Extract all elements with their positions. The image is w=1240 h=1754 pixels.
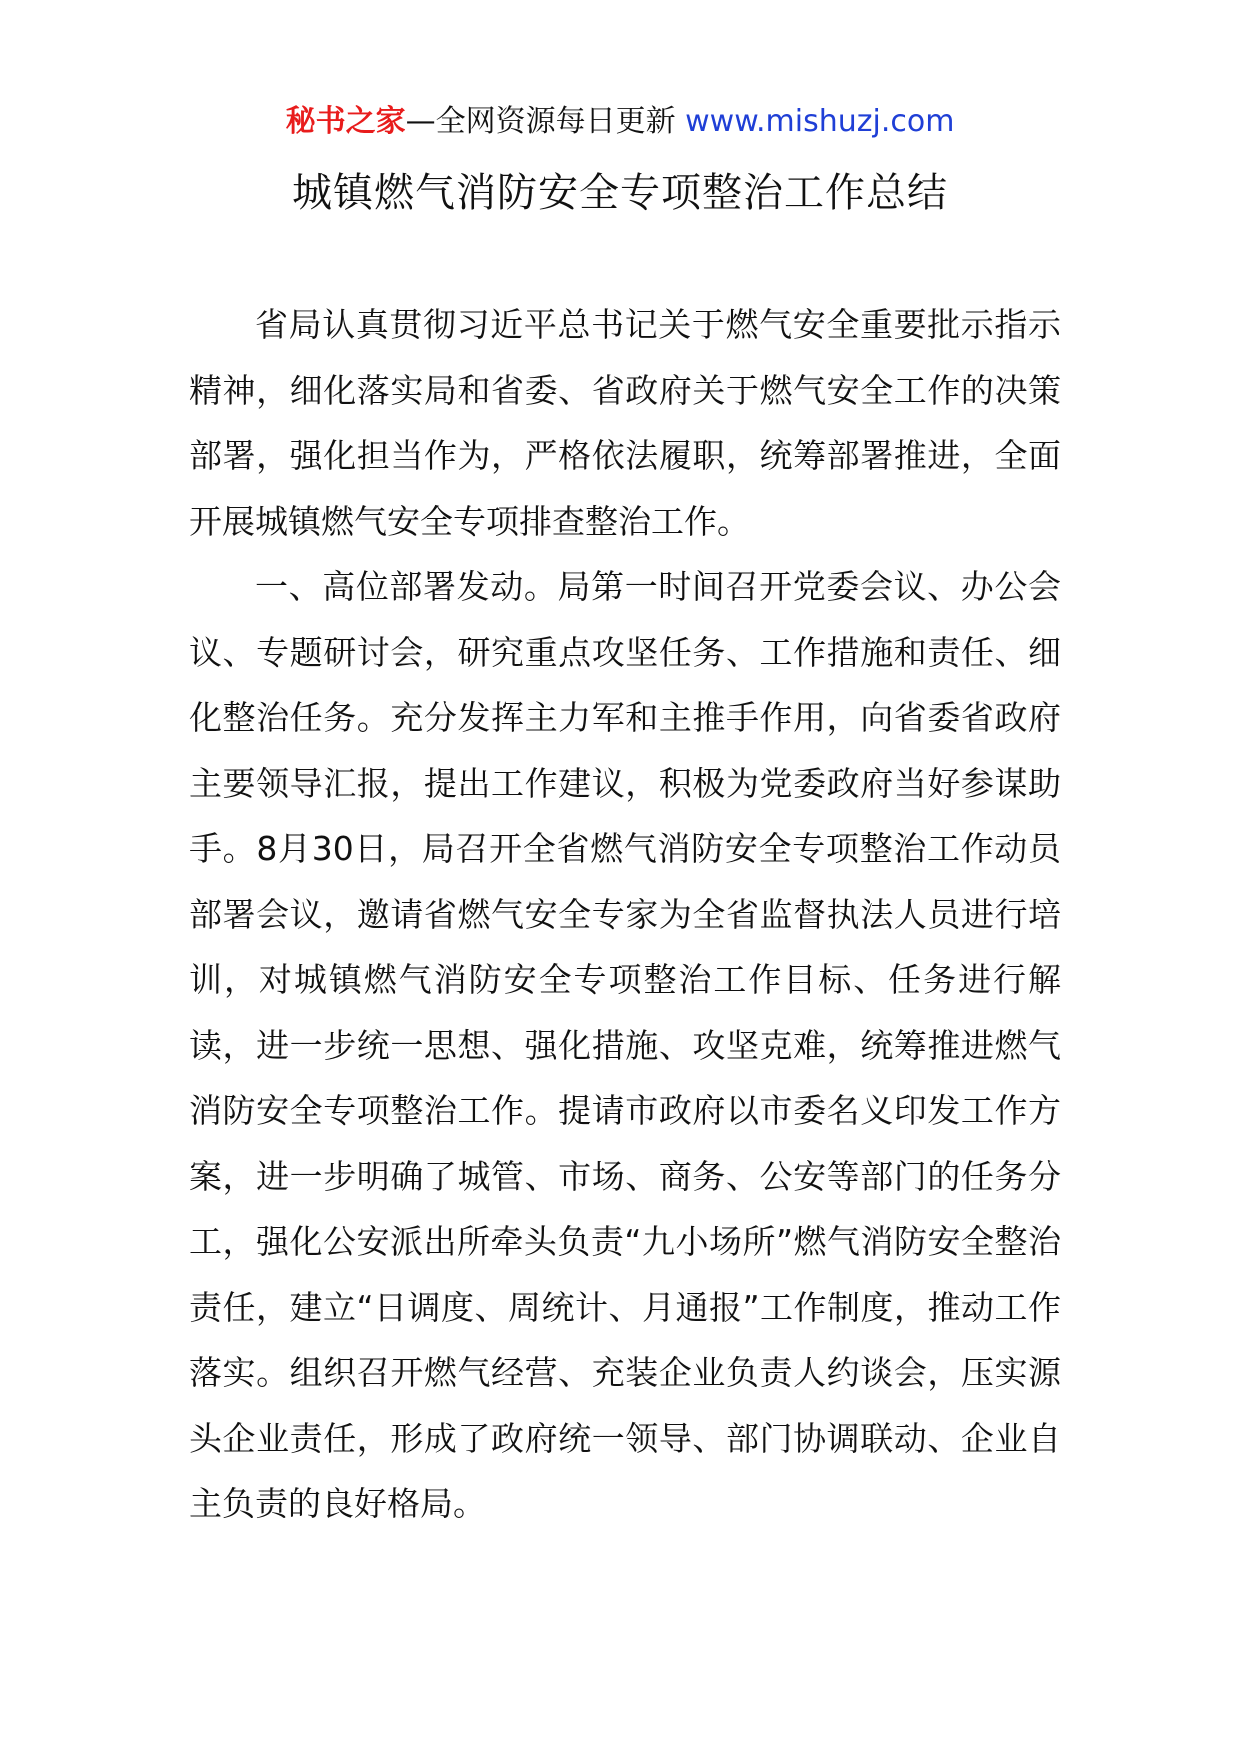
site-tagline: —全网资源每日更新 [405, 104, 686, 139]
site-header [0, 100, 1240, 144]
paragraph-intro: 省局认真贯彻习近平总书记关于燃气安全重要批示指示精神，细化落实局和省委、省政府关于燃气安全工作的决策部署，强化担当作为，严格依法履职，统筹部署推进，全面开展城镇燃气安全专项排查整治工作。 [189, 305, 1061, 541]
site-brand: 秘书之家 [285, 104, 406, 139]
paragraph-section-1: 一、高位部署发动。局第一时间召开党委会议、办公会议、专题研讨会，研究重点攻坚任务、工作措施和责任、细化整治任务。充分发挥主力军和主推手作用，向省委省政府主要领导汇报，提出工作建议，积极为党委政府当好参谋助手。8月30日，局召开全省燃气消防安全专项整治工作动员部署会议，邀请省燃气安全专家为全省监督执法人员进行培训，对城镇燃气消防安全专项整治工作目标、任务进行解读，进一步统一思想、强化措施、攻坚克难，统筹推进燃气消防安全专项整治工作。提请市政府以市委名义印发工作方案，进一步明确了城管、市场、商务、公安等部门的任务分工，强化公安派出所牵头负责“九小场所”燃气消防安全整治责任，建立“日调度、周统计、月通报”工作制度，推动工作落实。组织召开燃气经营、充装企业负责人约谈会，压实源头企业责任，形成了政府统一领导、部门协调联动、企业自主负责的良好格局。 [189, 567, 1061, 1523]
document-title: 城镇燃气消防安全专项整治工作总结 [292, 170, 948, 216]
document-body [189, 292, 1061, 1537]
site-url-link[interactable]: www.mishuzj.com [685, 104, 955, 139]
